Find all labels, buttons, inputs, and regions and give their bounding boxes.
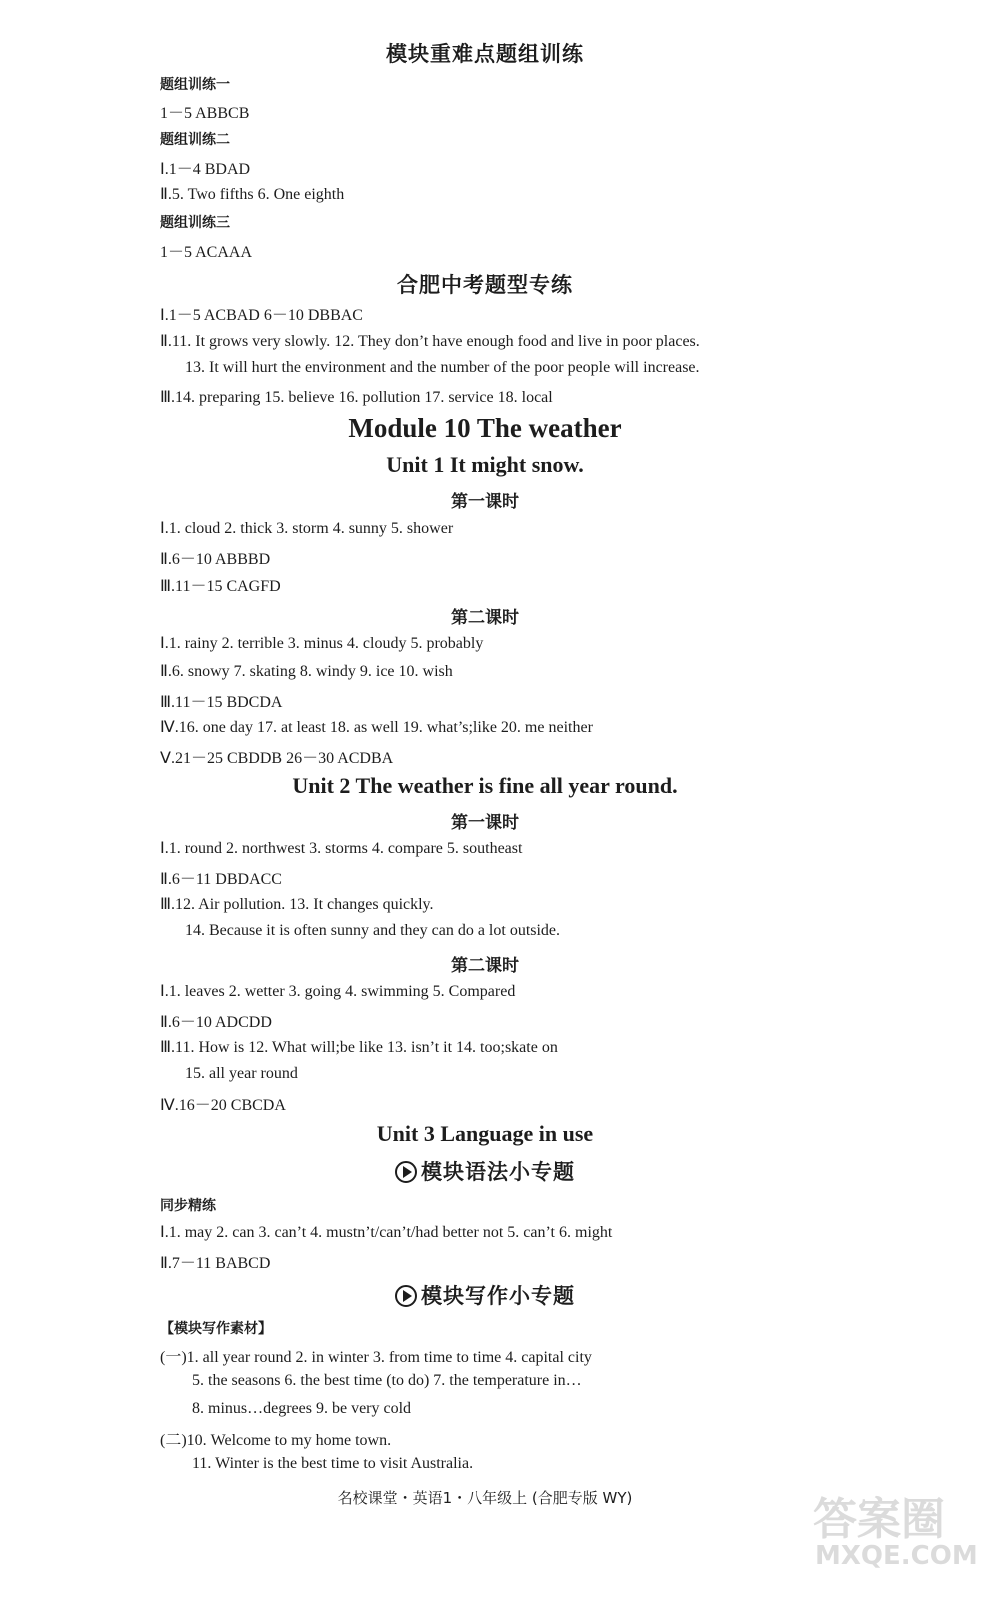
unit-2-lesson-2-answers-d: 15. all year round [185, 1065, 298, 1082]
unit-1-lesson-2-answers-c: Ⅲ.11－15 BDCDA [160, 694, 283, 711]
module-title: Module 10 The weather [348, 413, 622, 443]
play-icon [395, 1161, 417, 1183]
unit-2-lesson-2-answers-a: Ⅰ.1. leaves 2. wetter 3. going 4. swimming 5. Compared [160, 983, 516, 1000]
hefei-exam-answers-4: Ⅲ.14. preparing 15. believe 16. pollution 17. service 18. local [160, 389, 553, 406]
hefei-exam-answers-2: Ⅱ.11. It grows very slowly. 12. They don’t have enough food and live in poor places. [160, 333, 700, 350]
unit-2-lesson-1-answers-a: Ⅰ.1. round 2. northwest 3. storms 4. compare 5. southeast [160, 840, 523, 857]
group-training-3-answers: 1－5 ACAAA [160, 244, 253, 261]
unit-2-lesson-2-answers-e: Ⅳ.16－20 CBCDA [160, 1097, 286, 1114]
unit-1-lesson-1-answers-c: Ⅲ.11－15 CAGFD [160, 578, 281, 595]
group-training-3-title: 题组训练三 [160, 215, 230, 231]
unit-1-lesson-1-answers-a: Ⅰ.1. cloud 2. thick 3. storm 4. sunny 5. shower [160, 520, 454, 537]
hefei-exam-answers-1: Ⅰ.1－5 ACBAD 6－10 DBBAC [160, 307, 363, 324]
unit-1-lesson-2-answers-a: Ⅰ.1. rainy 2. terrible 3. minus 4. cloudy 5. probably [160, 635, 484, 652]
group-training-2-title: 题组训练二 [160, 132, 230, 148]
unit-1-title: Unit 1 It might snow. [386, 452, 584, 477]
unit-2-lesson-1-answers-c: Ⅲ.12. Air pollution. 13. It changes quickly. [160, 896, 434, 913]
sync-practice-answers-b: Ⅱ.7－11 BABCD [160, 1255, 271, 1272]
unit-1-lesson-2-answers-d: Ⅳ.16. one day 17. at least 18. as well 19. what’s;like 20. me neither [160, 719, 593, 736]
writing-material-answers-b: 5. the seasons 6. the best time (to do) 7. the temperature in… [192, 1372, 582, 1389]
unit-2-lesson-2-answers-c: Ⅲ.11. How is 12. What will;be like 13. isn’t it 14. too;skate on [160, 1039, 558, 1056]
unit-2-lesson-1-answers-d: 14. Because it is often sunny and they can do a lot outside. [185, 922, 561, 939]
unit-3-title: Unit 3 Language in use [376, 1121, 594, 1146]
sync-practice-title: 同步精练 [160, 1198, 216, 1214]
sync-practice-answers-a: Ⅰ.1. may 2. can 3. can’t 4. mustn’t/can’t/had better not 5. can’t 6. might [160, 1224, 613, 1241]
unit-2-lesson-2-answers-b: Ⅱ.6－10 ADCDD [160, 1014, 272, 1031]
unit-2-lesson-1-answers-b: Ⅱ.6－11 DBDACC [160, 871, 282, 888]
watermark-top-text: 答案圈 [813, 1494, 945, 1545]
play-icon [395, 1285, 417, 1307]
writing-topic-title [0, 1280, 970, 1310]
group-training-1-answers: 1－5 ABBCB [160, 105, 250, 122]
hefei-exam-answers-3: 13. It will hurt the environment and the number of the poor people will increase. [185, 359, 700, 376]
section-title-hefei-exam: 合肥中考题型专练 [397, 273, 573, 297]
grammar-topic-title [0, 1156, 970, 1186]
watermark-logo [805, 1475, 980, 1585]
group-training-2-answers-a: Ⅰ.1－4 BDAD [160, 161, 251, 178]
writing-material-answers-d: (二)10. Welcome to my home town. [160, 1432, 392, 1449]
unit-2-lesson-1-title: 第一课时 [451, 813, 519, 833]
group-training-2-answers-b: Ⅱ.5. Two fifths 6. One eighth [160, 186, 345, 203]
writing-topic-label: 模块写作小专题 [421, 1284, 575, 1308]
unit-1-lesson-1-answers-b: Ⅱ.6－10 ABBBD [160, 551, 271, 568]
writing-material-answers-e: 11. Winter is the best time to visit Australia. [192, 1455, 474, 1472]
unit-1-lesson-1-title: 第一课时 [451, 492, 519, 512]
writing-material-title: 【模块写作素材】 [160, 1321, 272, 1337]
unit-1-lesson-2-answers-e: Ⅴ.21－25 CBDDB 26－30 ACDBA [160, 750, 394, 767]
group-training-1-title: 题组训练一 [160, 77, 230, 93]
page-footer: 名校课堂・英语1・八年级上 (合肥专版 WY) [337, 1489, 633, 1507]
unit-1-lesson-2-title: 第二课时 [451, 608, 519, 628]
unit-1-lesson-2-answers-b: Ⅱ.6. snowy 7. skating 8. windy 9. ice 10. wish [160, 663, 453, 680]
grammar-topic-label: 模块语法小专题 [421, 1160, 575, 1184]
unit-2-title: Unit 2 The weather is fine all year round. [292, 773, 678, 798]
section-title-key-points: 模块重难点题组训练 [386, 42, 584, 66]
unit-2-lesson-2-title: 第二课时 [451, 956, 519, 976]
watermark-bottom-text: MXQE.COM [815, 1541, 978, 1571]
writing-material-answers-c: 8. minus…degrees 9. be very cold [192, 1400, 412, 1417]
writing-material-answers-a: (一)1. all year round 2. in winter 3. from time to time 4. capital city [160, 1349, 592, 1366]
